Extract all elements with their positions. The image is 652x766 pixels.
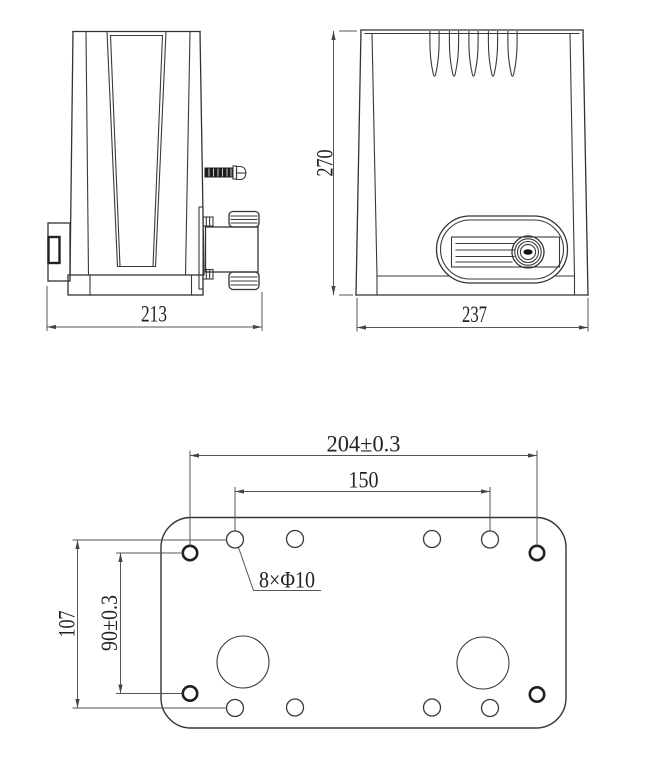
hole-callout: [239, 548, 322, 593]
vent-slot: [469, 32, 478, 77]
front-right-inner-edge: [570, 34, 575, 277]
callout-label: 8×Φ10: [259, 567, 315, 593]
plate-hole: [482, 700, 499, 717]
dim-90-arrow-top: [118, 553, 122, 562]
cooling-vents: [430, 32, 517, 77]
dim-270-arrow-bottom: [331, 286, 335, 295]
dimension-150: [235, 468, 490, 531]
dim-213-arrow-right: [253, 325, 262, 329]
anchor-hole: [530, 687, 544, 701]
vent-slot: [508, 32, 517, 77]
side-left-protrusion-boss: [49, 237, 60, 263]
front-left-inner-edge: [372, 34, 377, 277]
vent-slot: [430, 32, 439, 77]
front-right-outer-edge: [583, 30, 588, 295]
large-clearance-hole-right: [457, 637, 509, 689]
dim-150-arrow-left: [235, 489, 244, 493]
dimension-107: [55, 540, 227, 708]
release-lock-panel: [437, 216, 568, 283]
vent-slot: [449, 32, 458, 77]
dim-150-arrow-right: [481, 489, 490, 493]
dimension-213: [47, 286, 262, 331]
upper-nut: [203, 217, 213, 226]
dimension-270: [313, 31, 358, 295]
large-clearance-hole-left: [217, 636, 269, 688]
upper-nut-facets: [206, 217, 209, 226]
dim-237-label: 237: [462, 302, 487, 327]
dim-237-arrow-right: [579, 325, 588, 329]
plate-hole: [227, 700, 244, 717]
dim-90-arrow-bottom: [118, 685, 122, 694]
mounting-plate-view: [55, 432, 567, 729]
lower-nut-facets: [206, 270, 209, 280]
plate-hole: [482, 531, 499, 548]
phi10-holes: [227, 531, 499, 717]
dim-270-arrow-top: [331, 31, 335, 40]
dim-90-label: 90±0.3: [97, 586, 122, 651]
clamp-bracket-assembly: [199, 207, 259, 290]
dim-150-label: 150: [348, 467, 379, 493]
dim-107-arrow-bottom: [75, 699, 79, 708]
plate-hole: [287, 699, 304, 716]
dimension-90: [97, 553, 183, 694]
side-body-left-inner-edge: [86, 32, 89, 275]
side-body-right-inner-edge: [186, 32, 191, 275]
anchor-hole: [183, 546, 197, 560]
plate-hole: [227, 531, 244, 548]
mounting-plate-outline: [161, 518, 566, 729]
dim-213-arrow-left: [47, 325, 56, 329]
keyhole: [523, 249, 532, 255]
lower-knob-ribs: [231, 277, 257, 285]
dim-213-label: 213: [141, 301, 167, 327]
dim-204-label: 204±0.3: [326, 431, 401, 457]
dimension-237: [357, 298, 588, 332]
plate-hole: [424, 531, 441, 548]
front-view: [313, 30, 589, 332]
bracket-body: [206, 227, 259, 272]
vent-slot: [488, 32, 497, 77]
dim-237-arrow-left: [357, 325, 366, 329]
dim-107-label: 107: [54, 603, 80, 638]
anchor-hole: [183, 686, 197, 700]
plate-hole: [287, 531, 304, 548]
upper-knob-ribs: [231, 216, 257, 223]
anchor-holes: [183, 546, 544, 702]
dim-204-arrow-right: [528, 453, 537, 457]
dim-107-arrow-top: [75, 540, 79, 549]
dim-204-arrow-left: [190, 453, 199, 457]
front-left-outer-edge: [356, 30, 361, 295]
plate-hole: [424, 699, 441, 716]
anchor-hole: [530, 546, 544, 560]
side-view: [47, 32, 262, 332]
side-base-plate: [68, 275, 203, 295]
adjustment-screw: [205, 166, 246, 180]
dim-270-label: 270: [312, 142, 338, 177]
